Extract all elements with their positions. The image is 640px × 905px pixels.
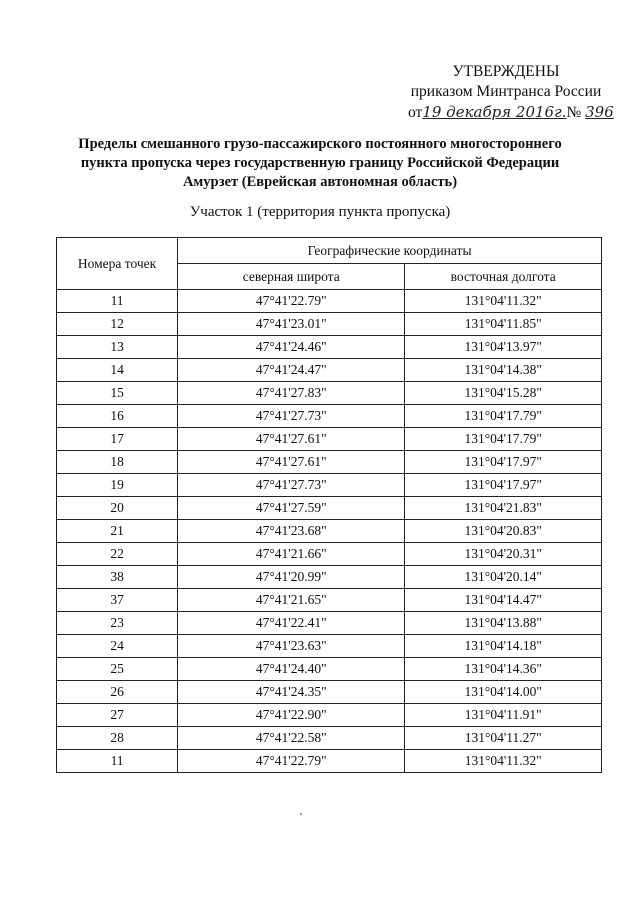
table-row bbox=[57, 727, 602, 750]
longitude-cell: 131°04'20.14" bbox=[405, 566, 602, 589]
point-number-cell: 20 bbox=[57, 497, 178, 520]
longitude-cell: 131°04'11.85" bbox=[405, 313, 602, 336]
latitude-cell: 47°41'27.83" bbox=[178, 382, 405, 405]
point-number-cell: 19 bbox=[57, 474, 178, 497]
table-row bbox=[57, 520, 602, 543]
point-number-cell: 16 bbox=[57, 405, 178, 428]
table-row bbox=[57, 566, 602, 589]
point-number-cell: 23 bbox=[57, 612, 178, 635]
longitude-cell: 131°04'17.97" bbox=[405, 474, 602, 497]
point-number-cell: 25 bbox=[57, 658, 178, 681]
coordinates-table bbox=[56, 237, 602, 773]
point-number-cell: 24 bbox=[57, 635, 178, 658]
order-date-handwritten: 19 декабря 2016г. bbox=[422, 103, 567, 121]
point-number-cell: 21 bbox=[57, 520, 178, 543]
latitude-cell: 47°41'27.59" bbox=[178, 497, 405, 520]
section-title: Участок 1 (территория пункта пропуска) bbox=[189, 204, 451, 220]
point-number-cell: 18 bbox=[57, 451, 178, 474]
point-number-cell: 13 bbox=[57, 336, 178, 359]
latitude-cell: 47°41'22.41" bbox=[178, 612, 405, 635]
table-row bbox=[57, 451, 602, 474]
longitude-cell: 131°04'14.00" bbox=[405, 681, 602, 704]
table-row bbox=[57, 635, 602, 658]
longitude-cell: 131°04'13.97" bbox=[405, 336, 602, 359]
header-latitude: северная широта bbox=[178, 264, 405, 290]
table-row bbox=[57, 359, 602, 382]
header-longitude: восточная долгота bbox=[405, 264, 602, 290]
point-number-cell: 26 bbox=[57, 681, 178, 704]
latitude-cell: 47°41'24.40" bbox=[178, 658, 405, 681]
longitude-cell: 131°04'21.83" bbox=[405, 497, 602, 520]
table-row bbox=[57, 428, 602, 451]
table-row bbox=[57, 382, 602, 405]
longitude-cell: 131°04'14.38" bbox=[405, 359, 602, 382]
point-number-cell: 27 bbox=[57, 704, 178, 727]
longitude-cell: 131°04'20.83" bbox=[405, 520, 602, 543]
table-row bbox=[57, 543, 602, 566]
order-number-handwritten: 396 bbox=[585, 103, 614, 121]
point-number-cell: 11 bbox=[57, 290, 178, 313]
point-number-cell: 22 bbox=[57, 543, 178, 566]
table-row bbox=[57, 681, 602, 704]
header-geo-coordinates: Географические координаты bbox=[178, 238, 602, 264]
longitude-cell: 131°04'14.36" bbox=[405, 658, 602, 681]
latitude-cell: 47°41'23.01" bbox=[178, 313, 405, 336]
latitude-cell: 47°41'22.90" bbox=[178, 704, 405, 727]
point-number-cell: 15 bbox=[57, 382, 178, 405]
longitude-cell: 131°04'11.91" bbox=[405, 704, 602, 727]
order-from-prefix: от bbox=[408, 104, 423, 121]
latitude-cell: 47°41'24.35" bbox=[178, 681, 405, 704]
point-number-cell: 38 bbox=[57, 566, 178, 589]
table-row bbox=[57, 704, 602, 727]
header-point-numbers: Номера точек bbox=[57, 238, 178, 290]
table-row bbox=[57, 750, 602, 773]
latitude-cell: 47°41'23.63" bbox=[178, 635, 405, 658]
point-number-cell: 37 bbox=[57, 589, 178, 612]
longitude-cell: 131°04'14.18" bbox=[405, 635, 602, 658]
latitude-cell: 47°41'27.61" bbox=[178, 451, 405, 474]
scan-speck bbox=[300, 813, 302, 815]
approval-issuer: приказом Минтранса России bbox=[410, 83, 602, 100]
latitude-cell: 47°41'20.99" bbox=[178, 566, 405, 589]
longitude-cell: 131°04'17.79" bbox=[405, 405, 602, 428]
longitude-cell: 131°04'14.47" bbox=[405, 589, 602, 612]
longitude-cell: 131°04'17.79" bbox=[405, 428, 602, 451]
table-row bbox=[57, 290, 602, 313]
table-body bbox=[57, 290, 602, 773]
approval-block bbox=[396, 62, 616, 123]
title-line-3: Амурзет (Еврейская автономная область) bbox=[182, 174, 458, 190]
longitude-cell: 131°04'11.32" bbox=[405, 290, 602, 313]
latitude-cell: 47°41'27.73" bbox=[178, 405, 405, 428]
title-line-1: Пределы смешанного грузо-пассажирского постоянного многостороннего bbox=[78, 136, 562, 152]
longitude-cell: 131°04'11.27" bbox=[405, 727, 602, 750]
latitude-cell: 47°41'24.47" bbox=[178, 359, 405, 382]
latitude-cell: 47°41'22.79" bbox=[178, 290, 405, 313]
latitude-cell: 47°41'24.46" bbox=[178, 336, 405, 359]
table-row bbox=[57, 589, 602, 612]
table-row bbox=[57, 497, 602, 520]
order-date-number bbox=[396, 102, 616, 123]
longitude-cell: 131°04'17.97" bbox=[405, 451, 602, 474]
latitude-cell: 47°41'21.66" bbox=[178, 543, 405, 566]
latitude-cell: 47°41'22.58" bbox=[178, 727, 405, 750]
title-line-2: пункта пропуска через государственную границу Российской Федерации bbox=[80, 155, 560, 171]
table-row bbox=[57, 612, 602, 635]
table-row bbox=[57, 474, 602, 497]
point-number-cell: 12 bbox=[57, 313, 178, 336]
latitude-cell: 47°41'23.68" bbox=[178, 520, 405, 543]
latitude-cell: 47°41'27.73" bbox=[178, 474, 405, 497]
document-title bbox=[0, 135, 640, 192]
point-number-cell: 17 bbox=[57, 428, 178, 451]
point-number-cell: 28 bbox=[57, 727, 178, 750]
longitude-cell: 131°04'15.28" bbox=[405, 382, 602, 405]
longitude-cell: 131°04'13.88" bbox=[405, 612, 602, 635]
longitude-cell: 131°04'11.32" bbox=[405, 750, 602, 773]
table-row bbox=[57, 313, 602, 336]
order-number-prefix: № bbox=[566, 104, 582, 121]
latitude-cell: 47°41'22.79" bbox=[178, 750, 405, 773]
table-row bbox=[57, 336, 602, 359]
longitude-cell: 131°04'20.31" bbox=[405, 543, 602, 566]
table-row bbox=[57, 405, 602, 428]
latitude-cell: 47°41'27.61" bbox=[178, 428, 405, 451]
point-number-cell: 14 bbox=[57, 359, 178, 382]
approval-status: УТВЕРЖДЕНЫ bbox=[452, 63, 560, 80]
table-row bbox=[57, 658, 602, 681]
latitude-cell: 47°41'21.65" bbox=[178, 589, 405, 612]
point-number-cell: 11 bbox=[57, 750, 178, 773]
